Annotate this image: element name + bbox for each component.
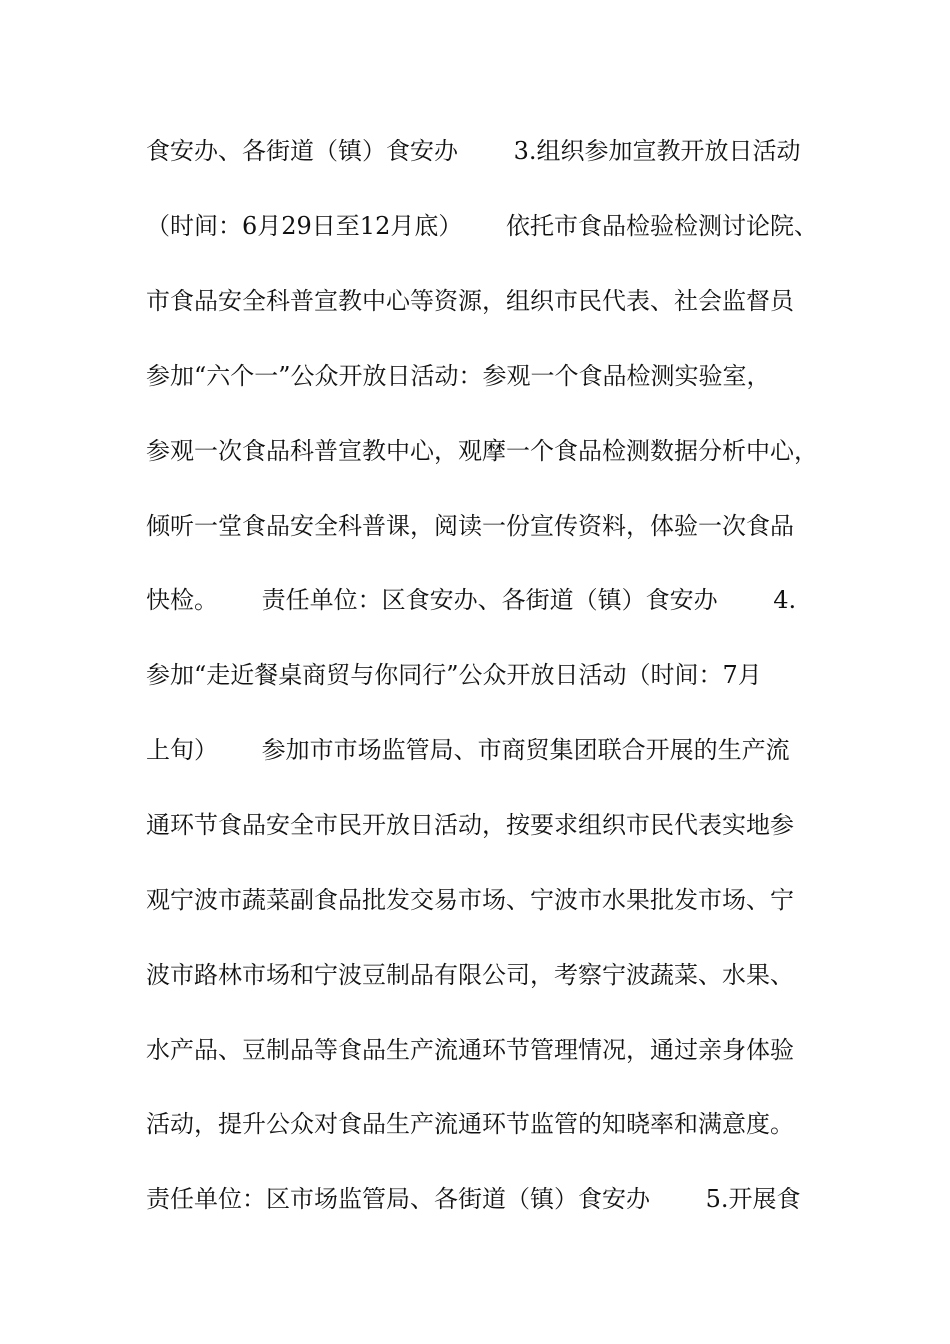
paragraph-line-5: 参观一次食品科普宣教中心，观摩一个食品检测数据分析中心， xyxy=(146,437,818,465)
paragraph-line-8: 参加“走近餐桌商贸与你同行”公众开放日活动（时间：7月 xyxy=(146,661,762,689)
paragraph-line-6: 倾听一堂食品安全科普课，阅读一份宣传资料，体验一次食品 xyxy=(146,512,794,540)
paragraph-line-13: 水产品、豆制品等食品生产流通环节管理情况，通过亲身体验 xyxy=(146,1036,794,1064)
paragraph-line-15: 责任单位：区市场监管局、各街道（镇）食安办 5.开展食 xyxy=(146,1185,801,1213)
paragraph-line-10: 通环节食品安全市民开放日活动，按要求组织市民代表实地参 xyxy=(146,811,794,839)
paragraph-line-14: 活动，提升公众对食品生产流通环节监管的知晓率和满意度。 xyxy=(146,1110,794,1138)
paragraph-line-12: 波市路林市场和宁波豆制品有限公司，考察宁波蔬菜、水果、 xyxy=(146,961,794,989)
paragraph-line-11: 观宁波市蔬菜副食品批发交易市场、宁波市水果批发市场、宁 xyxy=(146,886,794,914)
paragraph-line-4: 参加“六个一”公众开放日活动：参观一个食品检测实验室， xyxy=(146,362,771,390)
paragraph-line-1: 食安办、各街道（镇）食安办 3.组织参加宣教开放日活动 xyxy=(146,137,801,165)
paragraph-line-2: （时间：6月29日至12月底） 依托市食品检验检测讨论院、 xyxy=(146,212,818,240)
paragraph-line-3: 市食品安全科普宣教中心等资源，组织市民代表、社会监督员 xyxy=(146,287,794,315)
paragraph-line-7: 快检。 责任单位：区食安办、各街道（镇）食安办 4. xyxy=(146,586,797,614)
paragraph-line-9: 上旬） 参加市市场监管局、市商贸集团联合开展的生产流 xyxy=(146,736,790,764)
